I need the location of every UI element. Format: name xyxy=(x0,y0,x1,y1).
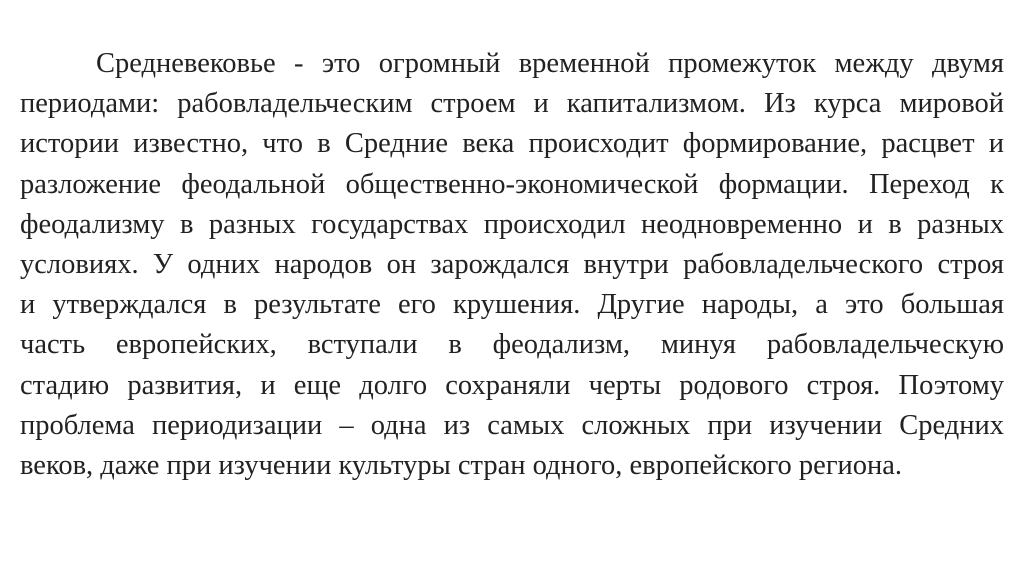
paragraph xyxy=(20,44,1004,486)
paragraph-line: веков, даже при изучении культуры стран одного, европейского региона. xyxy=(20,449,903,481)
paragraph-line: Средневековье - это огромный временной промежуток между двумя xyxy=(96,48,1004,79)
paragraph-line: и утверждался в результате его крушения. Другие народы, а это большая xyxy=(20,289,1004,321)
paragraph-line: часть европейских, вступали в феодализм, минуя рабовладельческую xyxy=(20,329,1004,361)
paragraph-line: стадию развития, и еще долго сохраняли черты родового строя. Поэтому xyxy=(20,369,1004,401)
paragraph-line: феодализму в разных государствах происходил неодновременно и в разных xyxy=(20,208,1004,240)
paragraph-line: разложение феодальной общественно-экономической формации. Переход к xyxy=(20,168,1004,200)
paragraph-line: истории известно, что в Средние века происходит формирование, расцвет и xyxy=(20,128,1004,160)
paragraph-line: периодами: рабовладельческим строем и капитализмом. Из курса мировой xyxy=(20,88,1004,120)
paragraph-line: условиях. У одних народов он зарождался внутри рабовладельческого строя xyxy=(20,248,1004,280)
paragraph-line: проблема периодизации – одна из самых сложных при изучении Средних xyxy=(20,409,1004,441)
